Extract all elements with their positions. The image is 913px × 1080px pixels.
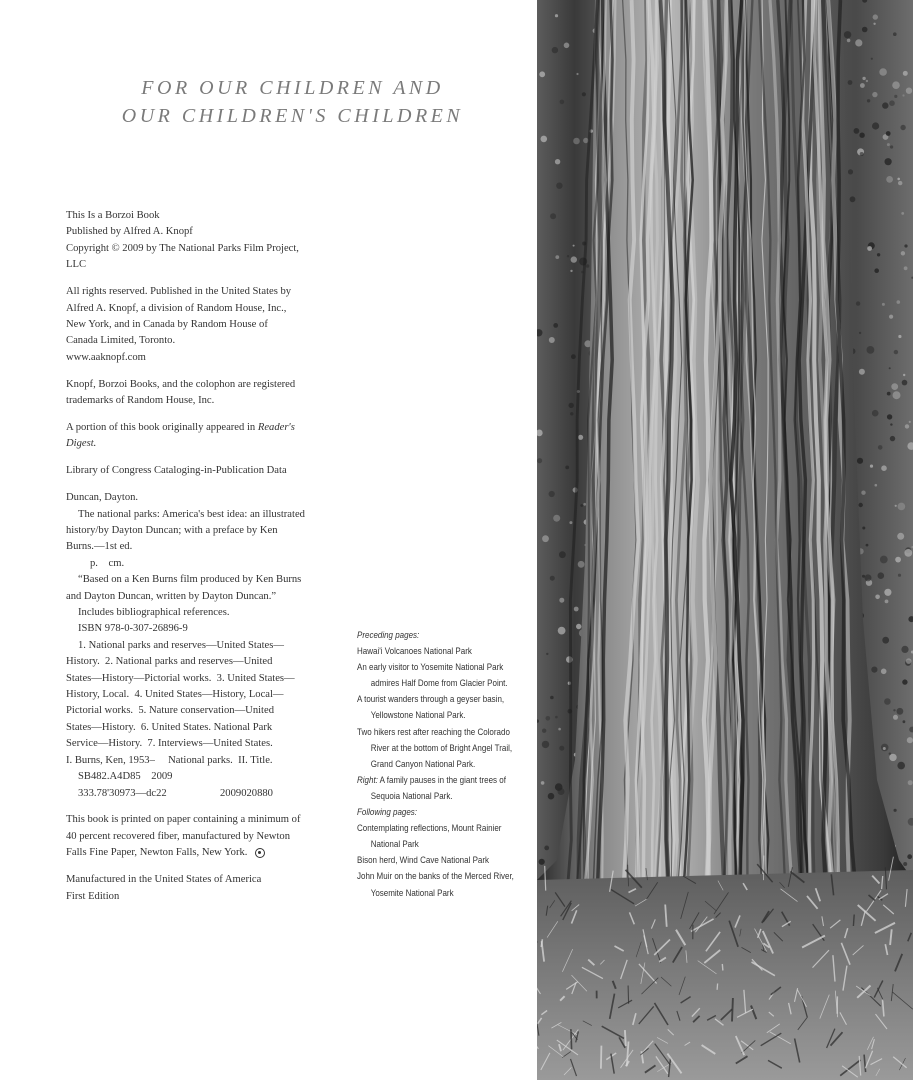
leaf-speck <box>889 315 893 319</box>
text-line <box>66 436 338 452</box>
leaf-speck <box>857 458 863 464</box>
leaf-speck <box>546 653 548 655</box>
leaf-speck <box>866 80 868 82</box>
leaf-speck <box>897 708 904 715</box>
leaf-speck <box>567 255 569 257</box>
leaf-speck <box>558 728 561 731</box>
caption-line: Colorado River at the bottom <box>370 726 510 753</box>
leaf-speck <box>881 465 887 471</box>
text-line: I. Burns, Ken, 1953– National parks. II. Title. <box>66 754 273 766</box>
text-line: Manufactured in the United States of America <box>66 874 262 886</box>
leaf-speck <box>576 73 578 75</box>
caption-line: National Park. <box>415 710 466 721</box>
grass-blade <box>853 915 854 927</box>
caption-line: John Muir on the banks of the <box>357 871 463 882</box>
portion-text: A portion of this book originally appeared in <box>66 421 258 433</box>
leaf-speck <box>897 762 905 770</box>
leaf-speck <box>885 600 889 604</box>
leaf-speck <box>882 303 885 306</box>
portion-paragraph <box>66 420 338 453</box>
leaf-speck <box>862 527 865 530</box>
leaf-speck <box>903 720 906 723</box>
leaf-speck <box>893 709 895 711</box>
leaf-speck <box>586 264 590 268</box>
leaf-speck <box>872 410 879 417</box>
leaf-speck <box>889 753 891 755</box>
leaf-speck <box>898 503 906 511</box>
leaf-speck <box>578 435 583 440</box>
recycled-paper-icon <box>255 848 265 858</box>
leaf-speck <box>559 746 564 751</box>
grass-blade <box>717 984 718 990</box>
caption-item <box>357 643 517 659</box>
publisher-url[interactable]: www.aaknopf.com <box>66 351 146 363</box>
leaf-speck <box>901 212 904 215</box>
text-line: This book is printed on paper containing a minimum of <box>66 814 301 826</box>
leaf-speck <box>879 68 887 76</box>
leaf-speck <box>903 862 907 866</box>
leaf-speck <box>553 515 560 522</box>
leaf-speck <box>887 392 891 396</box>
leaf-speck <box>907 854 912 859</box>
leaf-speck <box>578 561 585 568</box>
caption-line: of Bright Angel Trail, Grand <box>370 742 513 769</box>
leaf-speck <box>541 781 545 785</box>
leaf-speck <box>905 424 909 428</box>
leaf-speck <box>844 31 851 38</box>
text-line: LLC <box>66 259 87 271</box>
leaf-speck <box>860 83 865 88</box>
leaf-speck <box>898 574 901 577</box>
leaf-speck <box>870 465 873 468</box>
leaf-speck <box>886 131 891 136</box>
cip-data <box>66 490 338 802</box>
leaf-speck <box>887 143 890 146</box>
leaf-speck <box>878 445 883 450</box>
leaf-speck <box>859 503 863 507</box>
leaf-speck <box>904 549 912 557</box>
leaf-speck <box>897 178 900 181</box>
cip-pcm: p. cm. <box>90 557 125 569</box>
leaf-speck <box>860 152 864 156</box>
leaf-speck <box>865 574 872 581</box>
leaf-speck <box>881 669 887 675</box>
leaf-speck <box>550 576 555 581</box>
text-line: Service—History. 7. Interviews—United States. <box>66 738 273 750</box>
caption-line: National Park admires Half <box>370 662 504 689</box>
leaf-speck <box>564 43 570 49</box>
leaf-speck <box>874 268 879 273</box>
caption-item <box>357 691 517 723</box>
rights-paragraph <box>66 284 338 366</box>
leaf-speck <box>891 383 898 390</box>
leaf-speck <box>902 94 904 96</box>
trademark-paragraph <box>66 377 338 410</box>
leaf-speck <box>856 301 860 305</box>
caption-line: trees of Sequoia National Park. <box>370 774 506 801</box>
leaf-speck <box>552 47 558 53</box>
leaf-speck <box>862 27 868 33</box>
leaf-speck <box>867 346 875 354</box>
leaf-speck <box>573 138 580 145</box>
grass-blade <box>601 1046 602 1069</box>
leaf-speck <box>902 380 908 386</box>
forest-floor <box>537 870 913 1080</box>
leaf-speck <box>898 335 901 338</box>
cip-biblio: Includes bibliographical references. <box>78 607 230 619</box>
leaf-speck <box>882 637 889 644</box>
leaf-speck <box>555 255 559 259</box>
leaf-speck <box>886 176 893 183</box>
edition-line: First Edition <box>66 890 120 902</box>
leaf-speck <box>549 337 555 343</box>
leaf-speck <box>887 414 892 419</box>
leaf-speck <box>893 391 901 399</box>
leaf-speck <box>875 484 878 487</box>
caption-item <box>357 659 517 691</box>
leaf-speck <box>901 251 905 255</box>
leaf-speck <box>848 80 853 85</box>
caption-line: A family pauses in the giant <box>379 774 478 785</box>
leaf-speck <box>909 421 911 423</box>
text-line: History, Local. 4. United States—History, Local— <box>66 689 284 701</box>
leaf-speck <box>895 557 901 563</box>
leaf-speck <box>897 533 904 540</box>
leaf-speck <box>559 598 564 603</box>
text-line: Copyright © 2009 by The National Parks Film Project, <box>66 242 299 254</box>
leaf-speck <box>847 39 851 43</box>
leaf-speck <box>542 741 549 748</box>
text-line: Alfred A. Knopf, a division of Random House, Inc., <box>66 302 287 314</box>
leaf-speck <box>895 505 897 507</box>
leaf-speck <box>873 23 875 25</box>
leaf-speck <box>907 737 913 743</box>
text-line: States—History—Pictorial works. 3. United States— <box>66 672 295 684</box>
leaf-speck <box>877 253 880 256</box>
photo-captions <box>357 627 517 901</box>
leaf-speck <box>555 716 558 719</box>
leaf-speck <box>569 403 574 408</box>
caption-line: Park <box>472 855 490 866</box>
leaf-speck <box>558 788 565 795</box>
text-line: The national parks: America's best idea: an illustrated <box>78 508 305 520</box>
leaf-speck <box>859 369 865 375</box>
leaf-speck <box>897 300 901 304</box>
leaf-speck <box>889 754 896 761</box>
magazine-title-part-2: Digest. <box>66 438 97 450</box>
leaf-speck <box>548 793 555 800</box>
grass-blade <box>764 856 765 881</box>
leaf-speck <box>894 95 897 98</box>
leaf-speck <box>890 423 892 425</box>
cip-dewey: 333.78'30973—dc22 <box>78 787 167 799</box>
text-line: 40 percent recovered fiber, manufactured by Newton <box>66 830 290 842</box>
leaf-speck <box>861 491 865 495</box>
leaf-speck <box>574 607 579 612</box>
publisher-paragraph <box>66 208 338 274</box>
leaf-speck <box>541 136 548 143</box>
text-line: “Based on a Ken Burns film produced by Ken Burns <box>78 574 302 586</box>
text-line: Pictorial works. 5. Nature conservation—United <box>66 705 275 717</box>
leaf-speck <box>904 266 908 270</box>
text-line: This Is a Borzoi Book <box>66 210 160 221</box>
text-line: and Dayton Duncan, written by Dayton Duncan.” <box>66 590 277 602</box>
leaf-speck <box>537 458 542 463</box>
leaf-speck <box>571 256 577 262</box>
caption-line: Contemplating reflections, Mount <box>357 823 474 834</box>
leaf-speck <box>883 747 886 750</box>
leaf-speck <box>542 729 546 733</box>
leaf-speck <box>898 181 902 185</box>
caption-line: Canyon National Park. <box>395 758 476 769</box>
leaf-speck <box>871 667 877 673</box>
caption-line: Two hikers rest after reaching the <box>357 726 476 737</box>
caption-line: Bison herd, Wind Cave National <box>357 855 471 866</box>
text-line <box>66 845 338 861</box>
cip-author: Duncan, Dayton. <box>66 492 139 504</box>
leaf-speck <box>893 715 898 720</box>
text-line <box>66 420 338 436</box>
leaf-speck <box>889 100 895 106</box>
grass-blade <box>722 964 723 971</box>
leaf-speck <box>882 102 888 108</box>
caption-line: Rainier National Park <box>370 823 502 850</box>
leaf-speck <box>550 696 554 700</box>
leaf-speck <box>556 183 562 189</box>
following-pages-heading: Following pages: <box>357 807 418 818</box>
cip-call-number: SB482.A4D85 2009 <box>78 771 173 783</box>
leaf-speck <box>859 332 861 334</box>
leaf-speck <box>884 589 891 596</box>
leaf-speck <box>875 595 880 600</box>
leaf-speck <box>570 270 572 272</box>
paper-paragraph <box>66 812 338 861</box>
grass-blade <box>625 1030 626 1046</box>
right-label: Right: <box>357 774 378 785</box>
leaf-speck <box>559 551 566 558</box>
caption-line: Merced River, Yosemite <box>370 871 514 898</box>
leaf-speck <box>903 374 905 376</box>
leaf-speck <box>894 809 897 812</box>
cip-lccn: 2009020880 <box>220 787 273 799</box>
leaf-speck <box>859 133 864 138</box>
leaf-speck <box>542 535 549 542</box>
leaf-speck <box>867 99 870 102</box>
text-line: history/by Dayton Duncan; with a preface by Ken <box>66 525 278 536</box>
leaf-speck <box>880 556 888 564</box>
paper-mill: Falls Fine Paper, Newton Falls, New York. <box>66 847 248 859</box>
caption-item <box>357 868 517 900</box>
leaf-speck <box>862 77 865 80</box>
leaf-speck <box>893 32 897 36</box>
text-line: trademarks of Random House, Inc. <box>66 395 215 407</box>
manufacture-paragraph <box>66 872 338 905</box>
leaf-speck <box>550 213 556 219</box>
cip-isbn: ISBN 978-0-307-26896-9 <box>78 623 188 635</box>
dedication-line-2: OUR CHILDREN'S CHILDREN <box>121 105 464 127</box>
leaf-speck <box>878 572 885 579</box>
leaf-speck <box>576 624 581 629</box>
text-line: Burns.—1st ed. <box>66 541 133 553</box>
leaf-speck <box>560 100 565 105</box>
text-line: Knopf, Borzoi Books, and the colophon are registered <box>66 378 296 390</box>
caption-line: An early visitor to Yosemite <box>357 662 453 673</box>
leaf-speck <box>850 196 856 202</box>
text-line: Canada Limited, Toronto. <box>66 335 176 347</box>
caption-item-right <box>357 772 517 804</box>
leaf-speck <box>894 350 898 354</box>
leaf-speck <box>569 521 572 524</box>
text-line: All rights reserved. Published in the United States by <box>66 286 292 298</box>
leaf-speck <box>892 81 900 89</box>
leaf-speck <box>555 14 558 17</box>
caption-line: A tourist wanders through a <box>357 694 455 705</box>
sequoia-photo <box>537 0 913 1080</box>
text-line: Published by Alfred A. Knopf <box>66 226 193 238</box>
caption-item <box>357 724 517 772</box>
leaf-speck <box>904 244 907 247</box>
leaf-speck <box>889 367 891 369</box>
leaf-speck <box>539 859 545 865</box>
leaf-speck <box>565 466 569 470</box>
leaf-speck <box>866 544 869 547</box>
leaf-speck <box>558 627 566 635</box>
text-line: 1. National parks and reserves—United States— <box>78 639 284 651</box>
leaf-speck <box>872 122 879 129</box>
caption-item <box>357 852 517 868</box>
leaf-speck <box>890 436 895 441</box>
magazine-title-part-1: Reader's <box>257 421 295 433</box>
leaf-speck <box>854 128 860 134</box>
caption-item <box>357 820 517 852</box>
leaf-speck <box>902 679 907 684</box>
leaf-speck <box>867 246 872 251</box>
caption-line: National Park <box>405 887 454 898</box>
leaf-speck <box>582 92 586 96</box>
leaf-speck <box>570 412 573 415</box>
cip-heading: Library of Congress Cataloging-in-Publication Data <box>66 465 287 477</box>
leaf-speck <box>583 503 586 506</box>
leaf-speck <box>906 658 912 664</box>
leaf-speck <box>901 646 908 653</box>
leaf-speck <box>539 71 545 77</box>
leaf-speck <box>848 169 853 174</box>
leaf-speck <box>573 245 575 247</box>
caption-line: Hawai'i Volcanoes National Park <box>357 646 472 657</box>
leaf-speck <box>908 780 913 785</box>
leaf-speck <box>580 504 583 507</box>
leaf-speck <box>855 39 862 46</box>
grass-blade <box>571 1029 572 1049</box>
leaf-speck <box>555 159 560 164</box>
text-line: History. 2. National parks and reserves—United <box>66 656 273 668</box>
leaf-speck <box>546 716 551 721</box>
dedication <box>0 74 585 130</box>
leaf-speck <box>903 71 908 76</box>
leaf-speck <box>553 323 558 328</box>
cip-classification <box>66 786 338 802</box>
leaf-speck <box>906 88 912 94</box>
caption-line: Dome from Glacier Point. <box>417 678 508 689</box>
text-line: States—History. 6. United States. National Park <box>66 721 273 733</box>
dedication-line-1: FOR OUR CHILDREN AND <box>141 77 444 99</box>
leaf-speck <box>871 58 873 60</box>
text-line: New York, and in Canada by Random House of <box>66 318 268 330</box>
leaf-speck <box>884 698 891 705</box>
leaf-speck <box>544 846 549 851</box>
leaf-speck <box>571 354 576 359</box>
sequoia-photo-drawing <box>537 0 913 1080</box>
copyright-block <box>66 208 338 915</box>
leaf-speck <box>873 14 878 19</box>
leaf-speck <box>872 92 877 97</box>
preceding-pages-heading: Preceding pages: <box>357 630 420 640</box>
caption-line: geyser basin, Yellowstone <box>370 694 505 721</box>
leaf-speck <box>885 158 892 165</box>
leaf-speck <box>890 145 893 148</box>
leaf-speck <box>549 491 555 497</box>
leaf-speck <box>900 125 905 130</box>
grass-blade <box>628 986 629 1004</box>
